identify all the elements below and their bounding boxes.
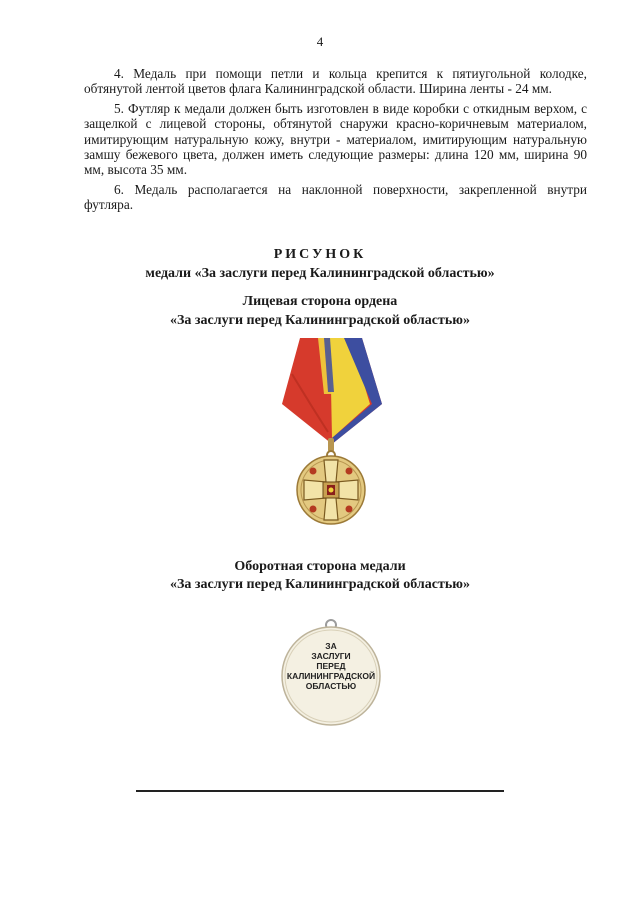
medal-disk <box>297 456 365 524</box>
face-caption-title: Лицевая сторона ордена <box>242 294 398 309</box>
paragraph-5: 5. Футляр к медали должен быть изготовлен в виде коробки с откидным верхом, с защелкой с лицевой стороны, обтянутой снаружи красно-коричневым материалом, имитирующим натуральную кожу, внутри - материалом, имитирующим натуральную замшу бежевого цвета, должен иметь следующие размеры: длина 120 мм, ширина 90 мм, высота 35 мм. <box>84 100 587 178</box>
horizontal-rule <box>136 790 504 792</box>
inscription-line: ПЕРЕД <box>316 661 346 671</box>
body-text <box>84 66 587 217</box>
reverse-inscription <box>272 641 390 691</box>
face-caption-name: «За заслуги перед Калининградской областью» <box>170 313 470 328</box>
inscription-line: ЗА <box>325 641 337 651</box>
paragraph-6: 6. Медаль располагается на наклонной поверхности, закрепленной внутри футляра. <box>84 181 587 213</box>
medal-face-image <box>270 334 392 530</box>
page-number: 4 <box>316 34 324 49</box>
reverse-caption-title: Оборотная сторона медали <box>234 559 406 574</box>
inscription-line: ЗАСЛУГИ <box>311 651 351 661</box>
ribbon-block <box>282 338 382 444</box>
paragraph-4: 4. Медаль при помощи петли и кольца крепится к пятиугольной колодке, обтянутой лентой цветов флага Калининградской области. Ширина ленты - 24 мм. <box>84 66 587 97</box>
reverse-caption-name: «За заслуги перед Калининградской областью» <box>170 577 470 592</box>
inscription-line: КАЛИНИНГРАДСКОЙ <box>286 671 376 681</box>
figure-heading: РИСУНОК <box>273 247 367 262</box>
figure-subheading: медали «За заслуги перед Калининградской областью» <box>145 266 495 281</box>
inscription-line: ОБЛАСТЬЮ <box>305 681 357 691</box>
